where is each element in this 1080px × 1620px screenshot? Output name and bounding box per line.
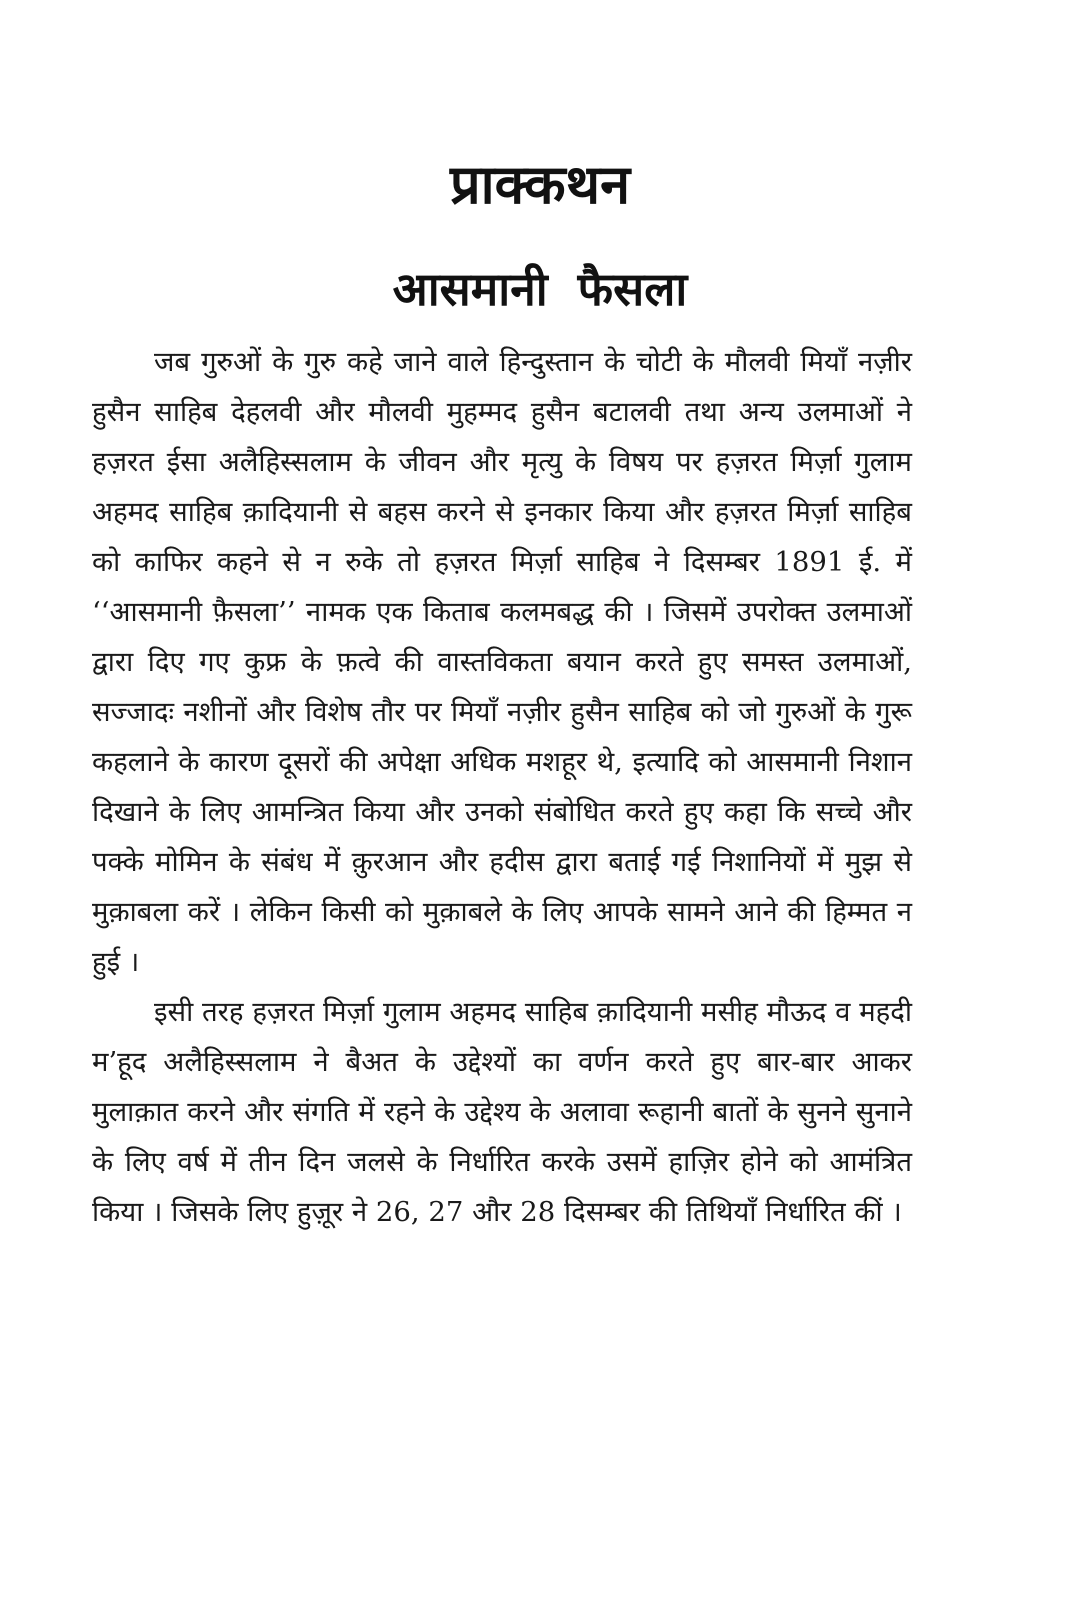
chapter-subtitle: आसमानी फैसला (392, 262, 688, 316)
paragraph-2: इसी तरह हज़रत मिर्ज़ा गुलाम अहमद साहिब क़ादियानी मसीह मौऊद व महदी म’हूद अलैहिस्सलाम ने बैअत के उद्देश्यों का वर्णन करते हुए बार-बार आकर मुलाक़ात करने और संगति में रहने के उद्देश्य के अलावा रूहानी बातों के सुनने सुनाने के लिए वर्ष में तीन दिन जलसे के निर्धारित करके उसमें हाज़िर होने को आमंत्रित किया । जिसके लिए हुज़ूर ने 26, 27 और 28 दिसम्बर की तिथियाँ निर्धारित कीं । (92, 996, 912, 1228)
page-title: प्राक्कथन (449, 153, 631, 216)
paragraph-1: जब गुरुओं के गुरु कहे जाने वाले हिन्दुस्तान के चोटी के मौलवी मियाँ नज़ीर हुसैन साहिब देहलवी और मौलवी मुहम्मद हुसैन बटालवी तथा अन्य उलमाओं ने हज़रत ईसा अलैहिस्सलाम के जीवन और मृत्यु के विषय पर हज़रत मिर्ज़ा गुलाम अहमद साहिब क़ादियानी से बहस करने से इनकार किया और हज़रत मिर्ज़ा साहिब को काफिर कहने से न रुके तो हज़रत मिर्ज़ा साहिब ने दिसम्बर 1891 ई. में ‘‘आसमानी फ़ैसला’’ नामक एक किताब कलमबद्ध की । जिसमें उपरोक्त उलमाओं द्वारा दिए गए कुफ्र के फ़त्वे की वास्तविकता बयान करते हुए समस्त उलमाओं, सज्जादः नशीनों और विशेष तौर पर मियाँ नज़ीर हुसैन साहिब को जो गुरुओं के गुरू कहलाने के कारण दूसरों की अपेक्षा अधिक मशहूर थे, इत्यादि को आसमानी निशान दिखाने के लिए आमन्त्रित किया और उनको संबोधित करते हुए कहा कि सच्चे और पक्के मोमिन के संबंध में क़ुरआन और हदीस द्वारा बताई गई निशानियों में मुझ से मुक़ाबला करें । लेकिन किसी को मुक़ाबले के लिए आपके सामने आने की हिम्मत न हुई । (92, 346, 912, 978)
body-text (92, 337, 912, 1237)
